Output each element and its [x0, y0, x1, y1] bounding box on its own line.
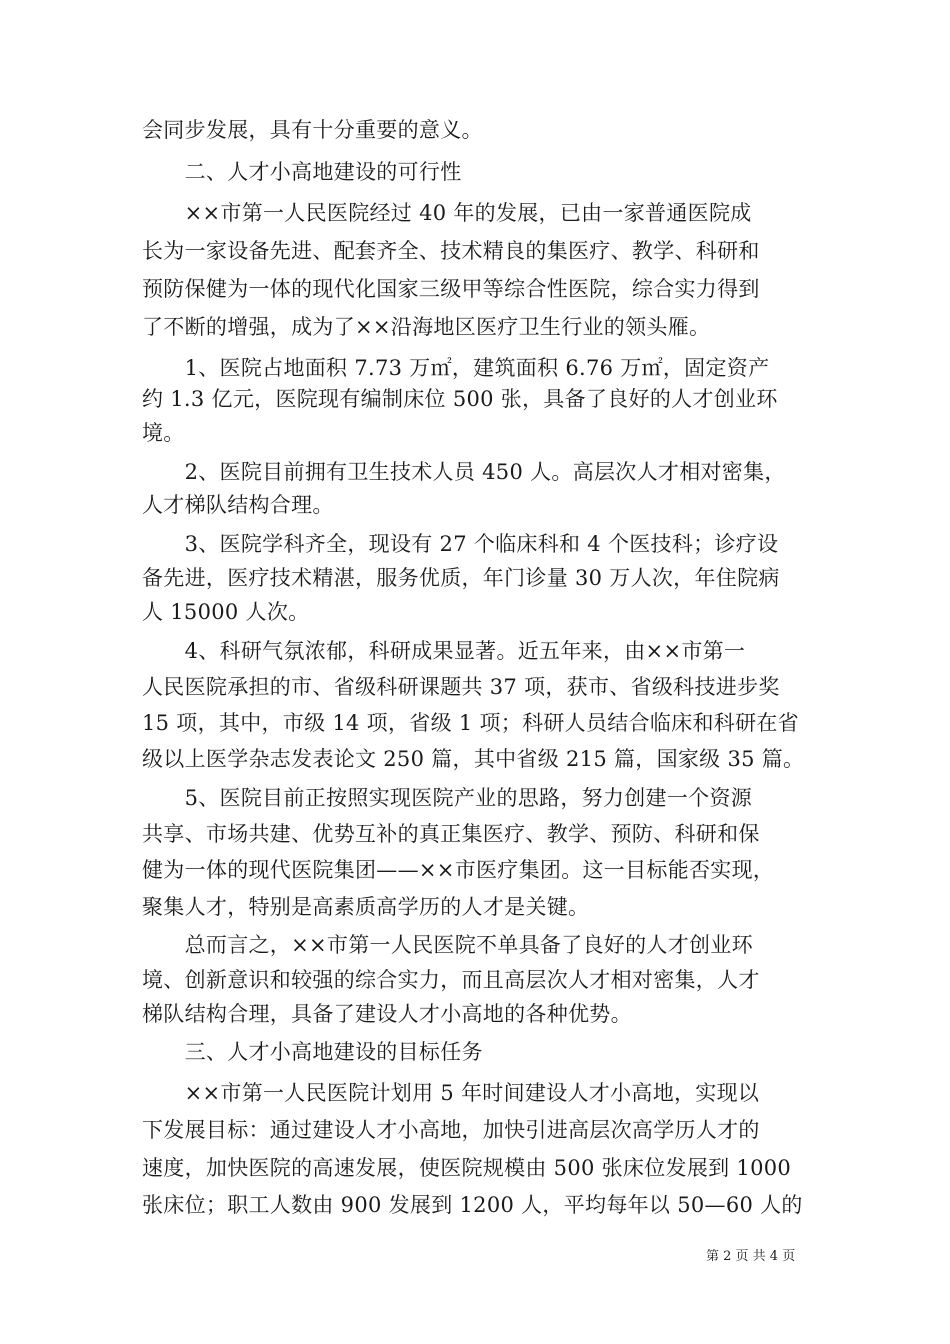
body-text-line: 人民医院承担的市、省级科研课题共 37 项，获市、省级科技进步奖 [142, 675, 780, 699]
body-text-line: 聚集人才，特别是高素质高学历的人才是关键。 [142, 895, 590, 919]
body-text-line: 级以上医学杂志发表论文 250 篇，其中省级 215 篇，国家级 35 篇。 [142, 747, 805, 771]
body-text-line: 下发展目标：通过建设人才小高地，加快引进高层次高学历人才的 [142, 1118, 760, 1142]
body-text-line: 共享、市场共建、优势互补的真正集医疗、教学、预防、科研和保 [142, 822, 760, 846]
body-text-line: 境。 [142, 421, 185, 445]
body-text-line: 备先进，医疗技术精湛，服务优质，年门诊量 30 万人次，年住院病 [142, 566, 780, 590]
body-text-line: 境、创新意识和较强的综合实力，而且高层次人才相对密集，人才 [142, 968, 760, 992]
body-text-line: 人 15000 人次。 [142, 600, 310, 624]
body-text-line: 1、医院占地面积 7.73 万㎡，建筑面积 6.76 万㎡，固定资产 [142, 356, 770, 380]
body-text-line: 约 1.3 亿元，医院现有编制床位 500 张，具备了良好的人才创业环 [142, 387, 778, 411]
body-text-line: 预防保健为一体的现代化国家三级甲等综合性医院，综合实力得到 [142, 277, 760, 301]
body-text-line: 2、医院目前拥有卫生技术人员 450 人。高层次人才相对密集， [142, 460, 786, 484]
body-text-line: 4、科研气氛浓郁，科研成果显著。近五年来，由××市第一 [142, 639, 746, 663]
body-text-line: 5、医院目前正按照实现医院产业的思路，努力创建一个资源 [142, 786, 753, 810]
body-text-line: 总而言之，××市第一人民医院不单具备了良好的人才创业环 [142, 933, 753, 957]
body-text-line: 会同步发展，具有十分重要的意义。 [142, 118, 483, 142]
body-text-line: 速度，加快医院的高速发展，使医院规模由 500 张床位发展到 1000 [142, 1156, 792, 1180]
body-text-line: 3、医院学科齐全，现设有 27 个临床科和 4 个医技科；诊疗设 [142, 532, 779, 556]
body-text-line: 了不断的增强，成为了××沿海地区医疗卫生行业的领头雁。 [142, 315, 711, 339]
body-text-line: 人才梯队结构合理。 [142, 493, 334, 517]
section-heading: 三、人才小高地建设的目标任务 [142, 1040, 483, 1064]
section-heading: 二、人才小高地建设的可行性 [142, 160, 462, 184]
body-text-line: ××市第一人民医院经过 40 年的发展，已由一家普通医院成 [142, 201, 752, 225]
page-number-footer: 第 2 页 共 4 页 [706, 1249, 796, 1264]
body-text-line: 梯队结构合理，具备了建设人才小高地的各种优势。 [142, 1002, 632, 1026]
body-text-line: 健为一体的现代医院集团——××市医疗集团。这一目标能否实现， [142, 858, 775, 882]
body-text-line: 张床位；职工人数由 900 发展到 1200 人，平均每年以 50—60 人的 [142, 1193, 803, 1217]
body-text-line: 15 项，其中，市级 14 项，省级 1 项；科研人员结合临床和科研在省 [142, 711, 799, 735]
body-text-line: ××市第一人民医院计划用 5 年时间建设人才小高地，实现以 [142, 1081, 760, 1105]
body-text-line: 长为一家设备先进、配套齐全、技术精良的集医疗、教学、科研和 [142, 239, 760, 263]
